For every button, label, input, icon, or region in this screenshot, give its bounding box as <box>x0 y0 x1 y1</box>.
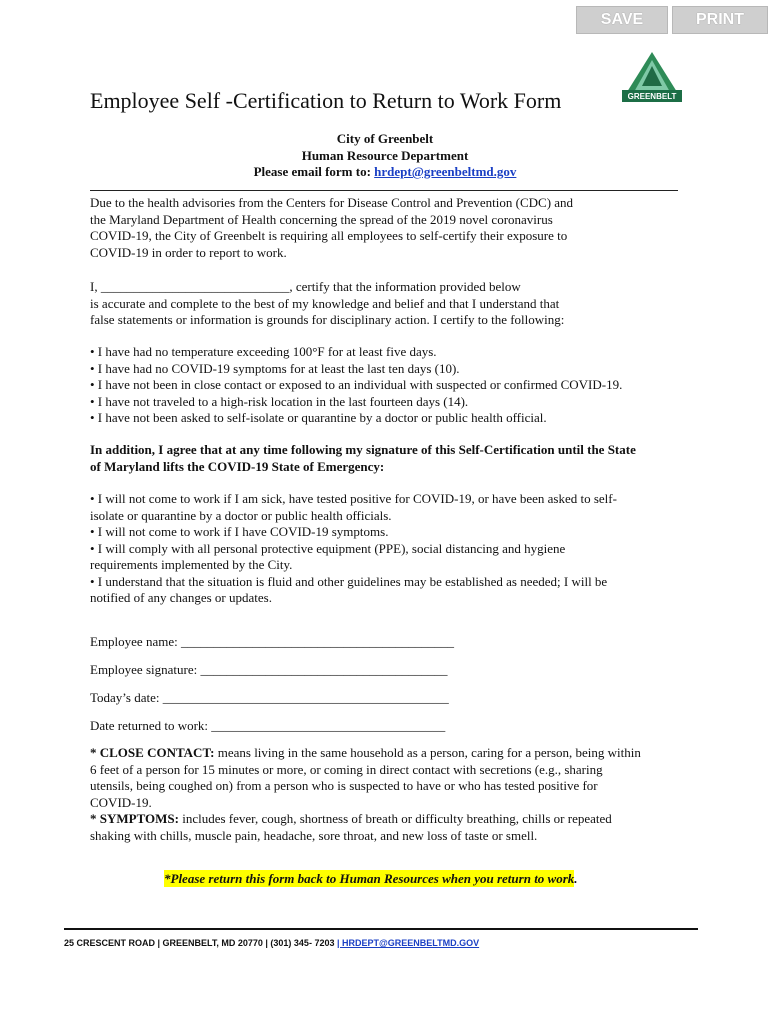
footer-email-link[interactable]: | HRDEPT@GREENBELTMD.GOV <box>336 938 480 948</box>
org-name: City of Greenbelt <box>336 131 434 146</box>
date-returned-field[interactable]: Date returned to work: ____________________________________ <box>90 718 446 733</box>
svg-text:GREENBELT: GREENBELT <box>627 92 677 101</box>
dept-name: Human Resource Department <box>301 148 469 163</box>
agreement-heading: In addition, I agree that at any time following my signature of this Self-Certification until the State of Maryland lifts the COVID-19 State of Emergency: <box>90 442 636 474</box>
definitions: * CLOSE CONTACT: means living in the same household as a person, caring for a person, being within 6 feet of a person for 15 minutes or more, or coming in direct contact with secretions (e.g., sharing utensils, being coughed on) from a person who is suspected to have or who has tested positive for COVID-19. * SYMPTOMS: includes fever, cough, shortness of breath or difficulty breathing, chills or repeated shaking with chills, muscle pain, headache, sore throat, and new loss of taste or smell. <box>90 745 641 843</box>
divider <box>90 190 678 191</box>
todays-date-field[interactable]: Today’s date: ____________________________________________ <box>90 690 449 705</box>
email-line: Please email form to: hrdept@greenbeltmd.gov <box>253 164 517 179</box>
page-title: Employee Self -Certification to Return to Work Form <box>90 88 562 113</box>
certify-paragraph: I, _____________________________, certify that the information provided below is accurate and complete to the best of my knowledge and belief and that I understand that false statements or information is grounds for disciplinary action. I certify to the following: <box>90 279 565 327</box>
certify-list: • I have had no temperature exceeding 100°F for at least five days. • I have had no COVID-19 symptoms for at least the last ten days (10). • I have not been in close contact or exposed to an individual with suspected or confirmed COVID-19. • I have not traveled to a high-risk location in the last fourteen days (14). • I have not been asked to self-isolate or quarantine by a doctor or public health official. <box>90 344 623 425</box>
employee-signature-field[interactable]: Employee signature: ______________________________________ <box>90 662 448 677</box>
footer: 25 CRESCENT ROAD | GREENBELT, MD 20770 | (301) 345- 7203 | HRDEPT@GREENBELTMD.GOV <box>64 938 480 948</box>
agreement-list: • I will not come to work if I am sick, have tested positive for COVID-19, or have been asked to self- isolate or quarantine by a doctor or public health officials. • I will not come to work if I have COVID-19 symptoms. • I will comply with all personal protective equipment (PPE), social distancing and hygiene requirements implemented by the City. • I understand that the situation is fluid and other guidelines may be established as needed; I will be notified of any changes or updates. <box>90 491 617 605</box>
return-notice: *Please return this form back to Human Resources when you return to work. <box>164 871 578 886</box>
save-button[interactable]: SAVE <box>576 6 668 34</box>
employee-name-field[interactable]: Employee name: __________________________________________ <box>90 634 454 649</box>
hr-email-link[interactable]: hrdept@greenbeltmd.gov <box>374 164 517 179</box>
footer-divider <box>64 928 698 930</box>
intro-paragraph: Due to the health advisories from the Centers for Disease Control and Prevention (CDC) and the Maryland Department of Health concerning the spread of the 2019 novel coronavirus COVID-19, the City of Greenbelt is requiring all employees to self-certify their exposure to COVID-19 in order to report to work. <box>90 195 574 260</box>
print-button[interactable]: PRINT <box>672 6 768 34</box>
greenbelt-logo <box>620 50 684 106</box>
